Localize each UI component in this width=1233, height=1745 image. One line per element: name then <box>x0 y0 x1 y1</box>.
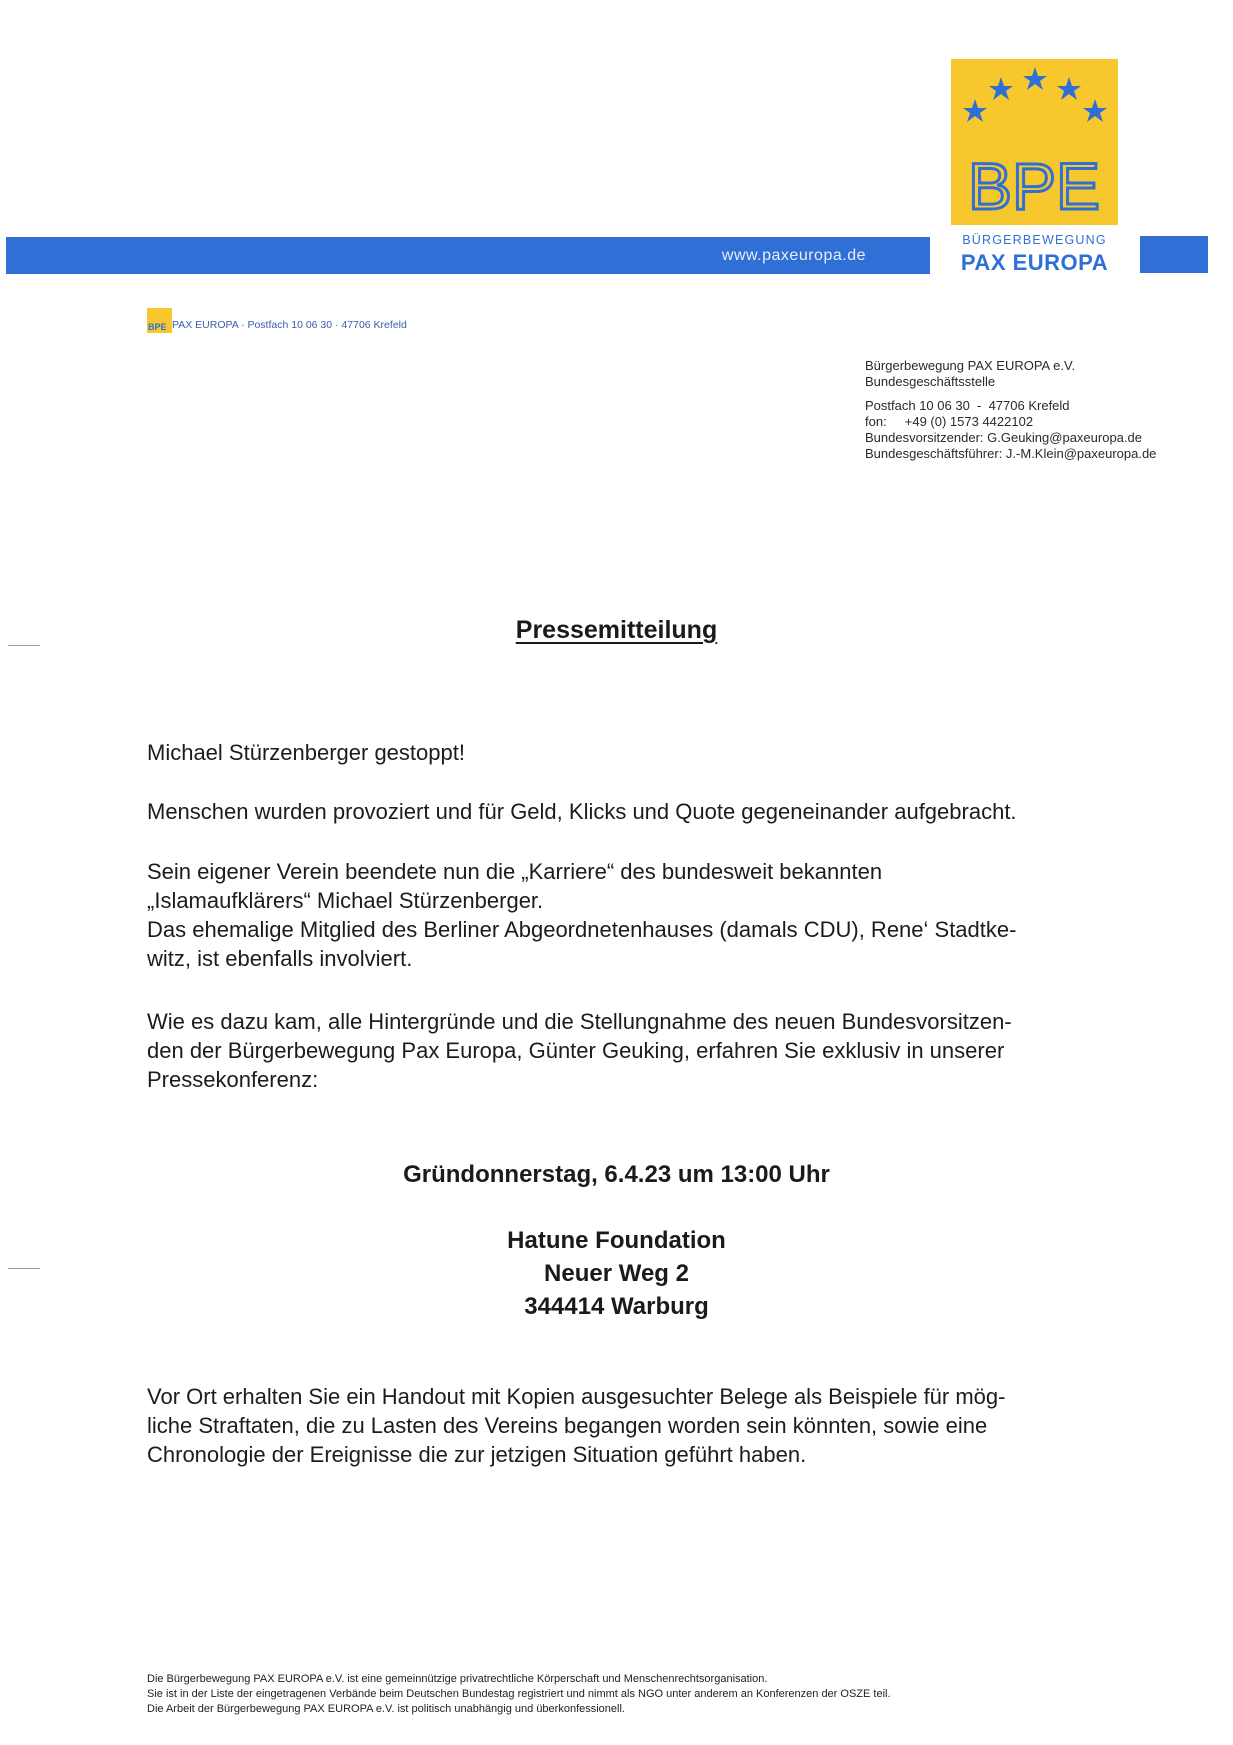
venue-street: Neuer Weg 2 <box>544 1260 689 1287</box>
mini-logo <box>147 308 172 333</box>
event-date: Gründonnerstag, 6.4.23 um 13:00 Uhr <box>403 1161 830 1188</box>
page-title: Pressemitteilung <box>515 616 718 644</box>
paragraph-line: witz, ist ebenfalls involviert. <box>147 946 413 971</box>
paragraph-line: liche Straftaten, die zu Lasten des Vereins begangen worden sein könnten, sowie eine <box>147 1413 988 1438</box>
footer-note <box>147 1672 891 1717</box>
sender-manager-email[interactable]: Bundesgeschäftsführer: J.-M.Klein@paxeuropa.de <box>865 446 1157 461</box>
return-address: PAX EUROPA · Postfach 10 06 30 · 47706 Krefeld <box>172 319 407 331</box>
paragraph-3 <box>147 857 1147 973</box>
paragraph-text: Menschen wurden provoziert und für Geld, Klicks und Quote gegeneinander aufgebracht. <box>147 799 1017 824</box>
paragraph-line: Das ehemalige Mitglied des Berliner Abgeordnetenhauses (damals CDU), Rene‘ Stadtke- <box>147 917 1017 942</box>
footer-line: Sie ist in der Liste der eingetragenen Verbände beim Deutschen Bundestag registriert und nimmt als NGO unter anderem an Konferenzen der OSZE teil. <box>147 1688 891 1700</box>
sender-org: Bürgerbewegung PAX EUROPA e.V. <box>865 358 1076 373</box>
mini-logo-text: BPE <box>148 322 167 332</box>
sender-block <box>865 358 1156 462</box>
paragraph-line: Wie es dazu kam, alle Hintergründe und die Stellungnahme des neuen Bundesvorsitzen- <box>147 1009 1012 1034</box>
lead-text: Michael Stürzenberger gestoppt! <box>147 740 465 765</box>
header-band <box>6 237 930 274</box>
star-icons <box>963 67 1107 122</box>
paragraph-lead <box>147 738 1147 767</box>
header-band-end <box>1140 236 1208 273</box>
venue-name: Hatune Foundation <box>507 1227 726 1254</box>
sender-office: Bundesgeschäftsstelle <box>865 374 996 389</box>
footer-line: Die Bürgerbewegung PAX EUROPA e.V. ist eine gemeinnützige privatrechtliche Körperschaft und Menschenrechtsorganisation. <box>147 1673 768 1685</box>
logo-name: PAX EUROPA <box>960 250 1109 275</box>
sender-postbox: Postfach 10 06 30 - 47706 Krefeld <box>865 398 1070 413</box>
paragraph-4 <box>147 1007 1147 1094</box>
paragraph-line: den der Bürgerbewegung Pax Europa, Günter Geuking, erfahren Sie exklusiv in unserer <box>147 1038 1005 1063</box>
star-icon <box>1023 67 1047 90</box>
paragraph-line: „Islamaufklärers“ Michael Stürzenberger. <box>147 888 544 913</box>
website-link[interactable]: www.paxeuropa.de <box>721 247 866 264</box>
paragraph-5 <box>147 1382 1147 1469</box>
paragraph-line: Sein eigener Verein beendete nun die „Karriere“ des bundesweit bekannten <box>147 859 883 884</box>
logo-subtitle: BÜRGERBEWEGUNG <box>962 233 1107 247</box>
sender-chair-email[interactable]: Bundesvorsitzender: G.Geuking@paxeuropa.de <box>865 430 1142 445</box>
fold-mark <box>8 645 40 646</box>
star-icon <box>1083 99 1107 122</box>
paragraph-line: Vor Ort erhalten Sie ein Handout mit Kopien ausgesuchter Belege als Beispiele für mög- <box>147 1384 1006 1409</box>
sender-phone: fon: +49 (0) 1573 4422102 <box>865 414 1034 429</box>
bpe-logo <box>951 59 1118 225</box>
paragraph-line: Chronologie der Ereignisse die zur jetzigen Situation geführt haben. <box>147 1442 807 1467</box>
logo-graphic <box>951 59 1118 225</box>
paragraph-2 <box>147 797 1147 826</box>
venue-city: 344414 Warburg <box>524 1293 709 1320</box>
paragraph-line: Pressekonferenz: <box>147 1067 319 1092</box>
footer-line: Die Arbeit der Bürgerbewegung PAX EUROPA e.V. ist politisch unabhängig und überkonfessionell. <box>147 1703 625 1715</box>
logo-text: BPE <box>967 149 1101 223</box>
star-icon <box>963 99 987 122</box>
star-icon <box>989 77 1013 100</box>
star-icon <box>1057 77 1081 100</box>
